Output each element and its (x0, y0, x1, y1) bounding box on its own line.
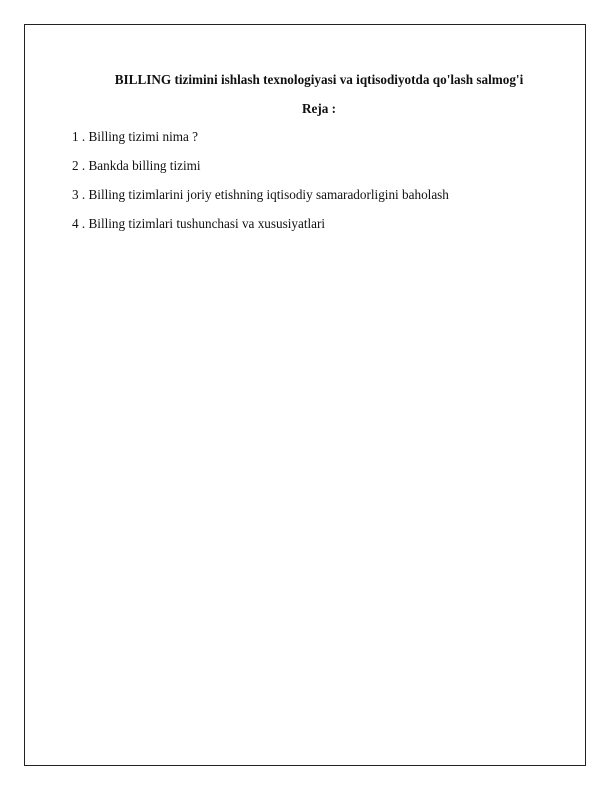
plan-item-3: 3 . Billing tizimlarini joriy etishning iqtisodiy samaradorligini baholash (72, 187, 449, 202)
plan-item-1: 1 . Billing tizimi nima ? (72, 129, 199, 144)
document-title: BILLING tizimini ishlash texnologiyasi va iqtisodiyotda qo'lash salmog'i (114, 72, 524, 87)
plan-item-2: 2 . Bankda billing tizimi (72, 158, 201, 173)
plan-heading: Reja : (301, 101, 337, 116)
plan-item-4: 4 . Billing tizimlari tushunchasi va xususiyatlari (72, 216, 326, 231)
plan-list (72, 128, 449, 244)
